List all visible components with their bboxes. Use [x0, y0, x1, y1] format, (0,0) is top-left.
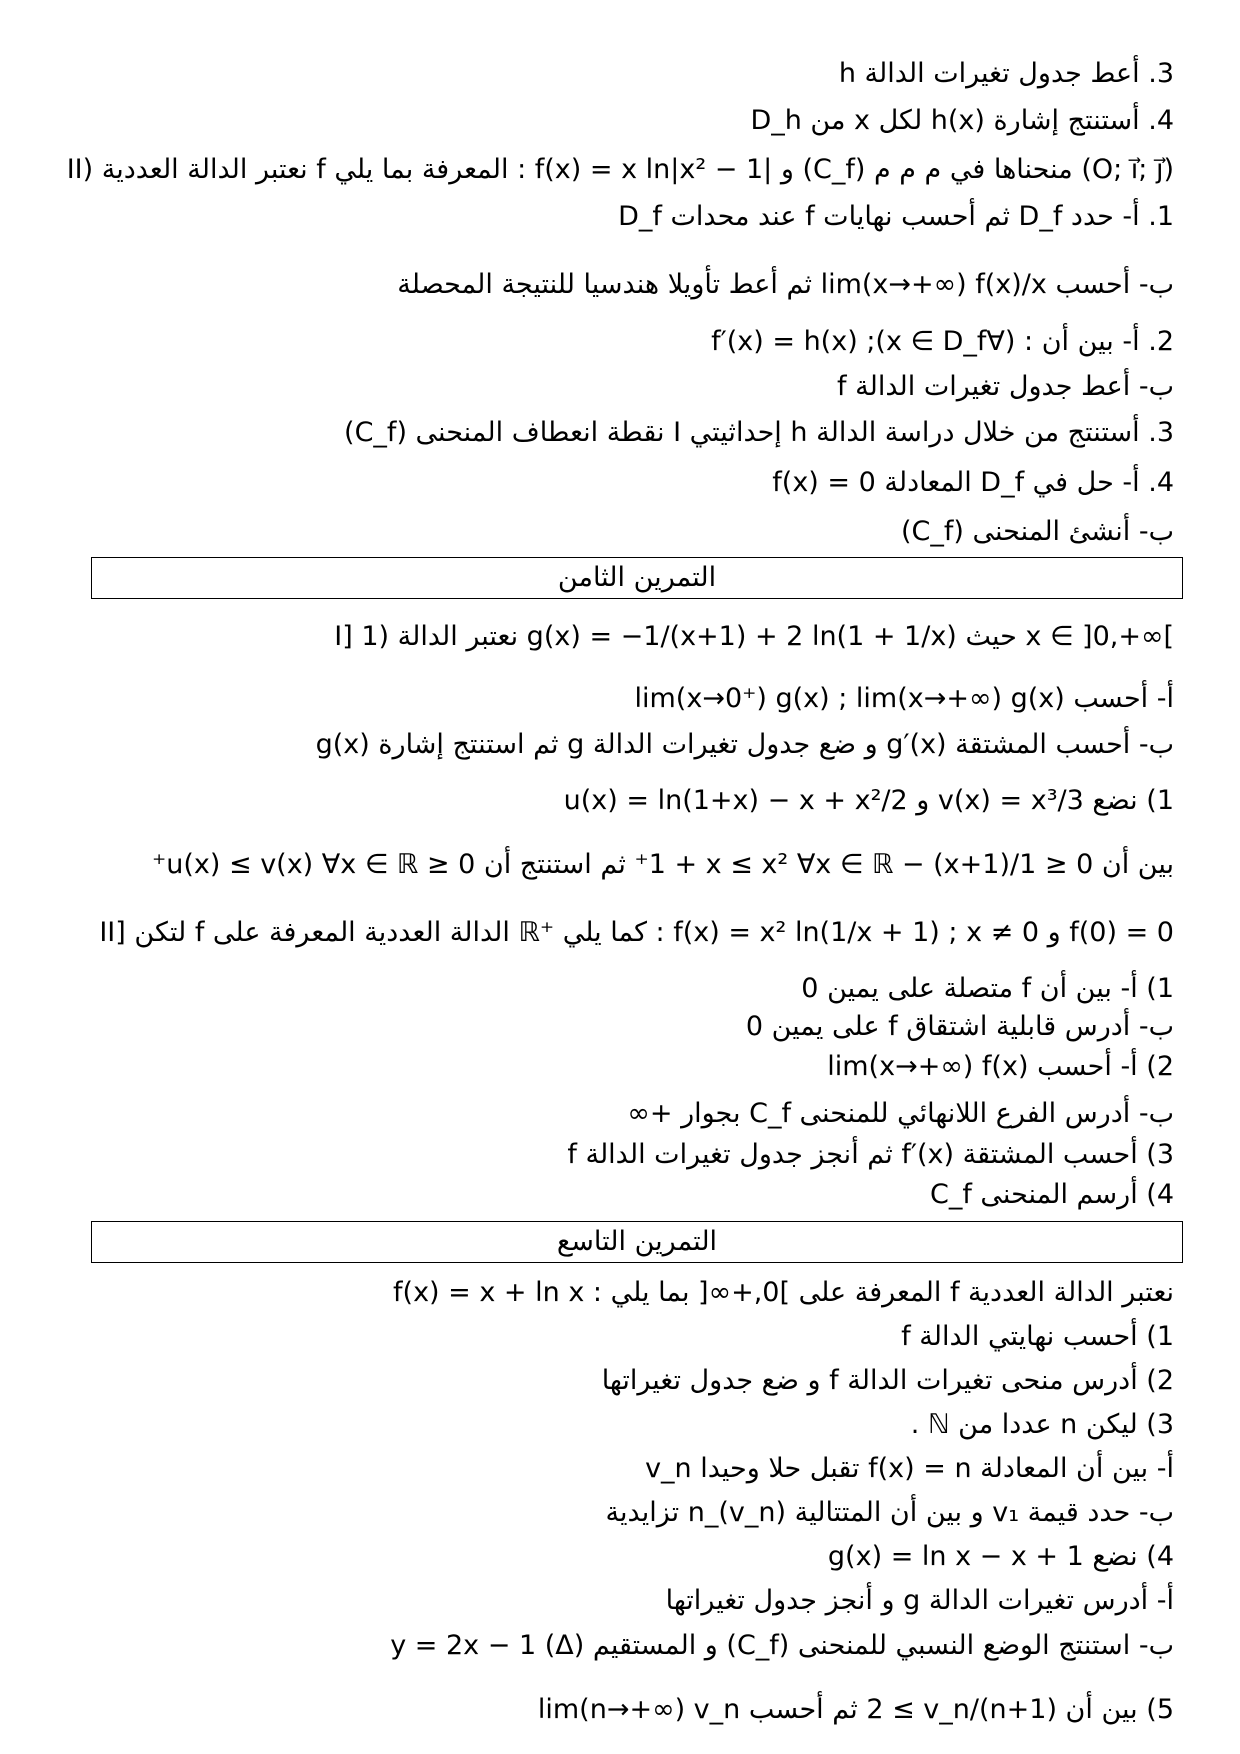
- text-line: أ- أحسب lim(x→0⁺) g(x) ; lim(x→+∞) g(x): [634, 683, 1174, 714]
- text-line: 3. أعط جدول تغيرات الدالة h: [838, 58, 1174, 89]
- text-line: ب- أنشئ المنحنى (C_f): [900, 516, 1174, 547]
- text-line: 5) بين أن (n+1)/2 ≤ v_n ثم أحسب lim(n→+∞) v_n: [537, 1694, 1174, 1725]
- text-line: 4) نضع g(x) = ln x − x + 1: [827, 1541, 1174, 1572]
- text-line: 2) أ- أحسب lim(x→+∞) f(x): [827, 1051, 1174, 1082]
- text-line: 2. أ- بين أن : (∀x ∈ D_f); f′(x) = h(x): [711, 326, 1174, 357]
- text-line: ب- أحسب المشتقة g′(x) و ضع جدول تغيرات الدالة g ثم استنتج إشارة g(x): [315, 729, 1174, 760]
- text-line: 3. أستنتج من خلال دراسة الدالة h إحداثيتي I نقطة انعطاف المنحنى (C_f): [344, 417, 1174, 448]
- text-line: 1) نضع v(x) = x³/3 و u(x) = ln(1+x) − x + x²/2: [563, 785, 1174, 816]
- text-line: 4. أ- حل في D_f المعادلة f(x) = 0: [772, 467, 1174, 498]
- text-line: أ- أدرس تغيرات الدالة g و أنجز جدول تغيراتها: [665, 1585, 1174, 1616]
- text-line: 1. أ- حدد D_f ثم أحسب نهايات f عند محدات D_f: [618, 201, 1174, 232]
- text-line: ب- حدد قيمة v₁ و بين أن المتتالية (v_n)_n تزايدية: [605, 1497, 1174, 1528]
- text-line: 1) أ- بين أن f متصلة على يمين 0: [801, 973, 1174, 1004]
- text-line: أ- بين أن المعادلة f(x) = n تقبل حلا وحيدا v_n: [645, 1453, 1174, 1484]
- text-line: 3) ليكن n عددا من ℕ .: [910, 1409, 1174, 1440]
- text-line: نعتبر الدالة العددية f المعرفة على ]0,+∞[ بما يلي : f(x) = x + ln x: [393, 1277, 1174, 1308]
- text-line: 2) أدرس منحى تغيرات الدالة f و ضع جدول تغيراتها: [601, 1365, 1174, 1396]
- text-line: ب- استنتج الوضع النسبي للمنحنى (C_f) و المستقيم (Δ) y = 2x − 1: [390, 1630, 1174, 1661]
- text-line: 1) أحسب نهايتي الدالة f: [901, 1321, 1174, 1352]
- text-line: ب- أعط جدول تغيرات الدالة f: [837, 371, 1174, 402]
- text-line: 4) أرسم المنحنى C_f: [929, 1179, 1174, 1210]
- text-line: ب- أدرس الفرع اللانهائي للمنحنى C_f بجوار +∞: [627, 1098, 1174, 1129]
- text-line: 4. أستنتج إشارة h(x) لكل x من D_h: [750, 105, 1174, 136]
- text-line: ب- أدرس قابلية اشتقاق f على يمين 0: [745, 1011, 1174, 1042]
- exercise-header-ninth: التمرين التاسع: [91, 1221, 1183, 1263]
- text-line: بين أن 0 ≤ 1/(1+x) − 1 + x ≤ x² ∀x ∈ ℝ⁺ ثم استنتج أن 0 ≤ u(x) ≤ v(x) ∀x ∈ ℝ⁺: [151, 849, 1174, 880]
- text-line: I] 1) نعتبر الدالة g(x) = −1/(x+1) + 2 ln(1 + 1/x) حيث x ∈ ]0,+∞[: [334, 621, 1174, 652]
- text-line: II) نعتبر الدالة العددية f المعرفة بما يلي : f(x) = x ln|x² − 1| و (C_f) منحناها في م م م (O; i⃗; j⃗): [66, 154, 1174, 185]
- text-line: ب- أحسب lim(x→+∞) f(x)/x ثم أعط تأويلا هندسيا للنتيجة المحصلة: [397, 269, 1174, 300]
- text-line: II] لتكن f الدالة العددية المعرفة على ℝ⁺ كما يلي : f(x) = x² ln(1/x + 1) ; x ≠ 0 و f(0) = 0: [99, 917, 1174, 948]
- text-line: 3) أحسب المشتقة f′(x) ثم أنجز جدول تغيرات الدالة f: [567, 1139, 1174, 1170]
- exercise-header-eighth: التمرين الثامن: [91, 557, 1183, 599]
